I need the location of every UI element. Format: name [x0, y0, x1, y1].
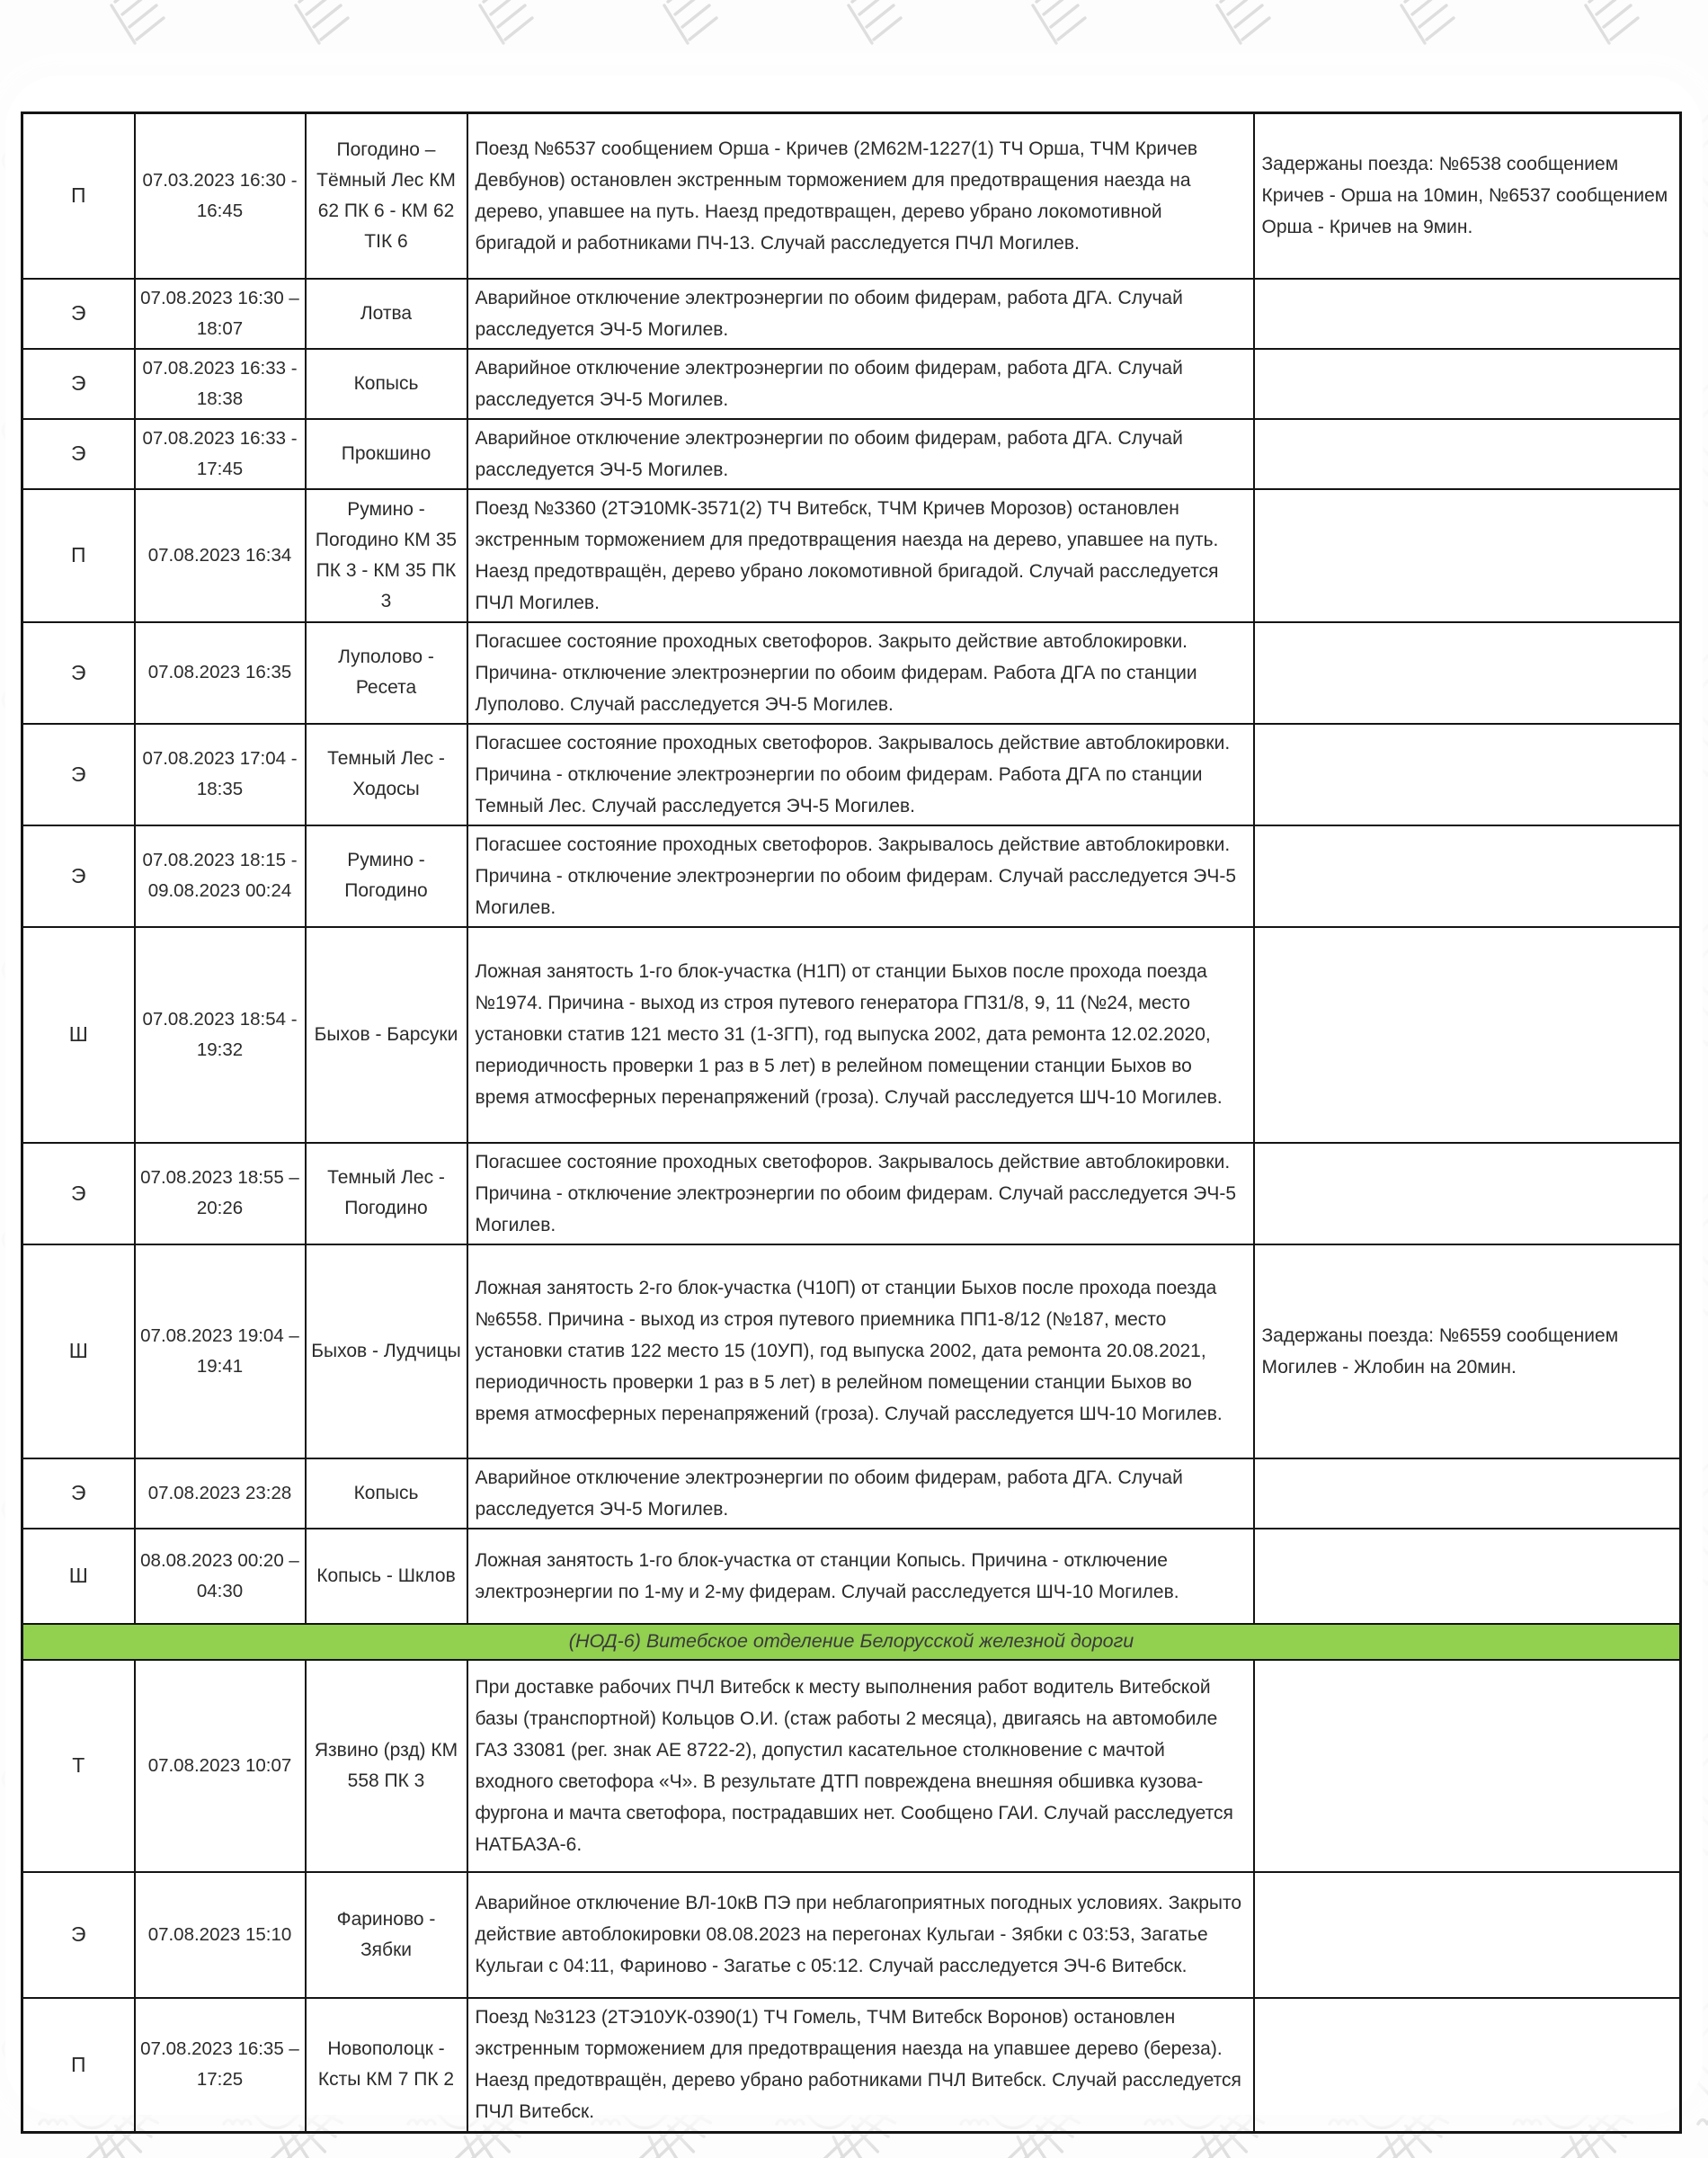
event-note-cell: [1254, 825, 1681, 927]
table-row: [22, 113, 1681, 279]
event-code-cell: Э: [22, 1458, 135, 1529]
event-datetime-cell: 07.08.2023 17:04 - 18:35: [135, 724, 306, 825]
event-code-cell: Т: [22, 1660, 135, 1872]
table-row: [22, 419, 1681, 489]
event-note-cell: Задержаны поезда: №6538 сообщением Кричев - Орша на 10мин, №6537 сообщением Орша - Кричев на 9мин.: [1254, 113, 1681, 279]
event-datetime-cell: 07.08.2023 19:04 – 19:41: [135, 1244, 306, 1458]
table-row: [22, 489, 1681, 622]
event-note-cell: [1254, 1998, 1681, 2133]
event-code-cell: П: [22, 113, 135, 279]
table-row: [22, 927, 1681, 1143]
event-code-cell: Ш: [22, 927, 135, 1143]
event-code-cell: Ш: [22, 1244, 135, 1458]
event-location-cell: Погодино – Тёмный Лес КМ 62 ПК 6 - КМ 62 ТІК 6: [306, 113, 467, 279]
event-description-cell: Поезд №3360 (2ТЭ10МК-3571(2) ТЧ Витебск, ТЧМ Кричев Морозов) остановлен экстренным торможением для предотвращения наезда на дерево, упавшее на путь. Наезд предотвращён, дерево убрано локомотивной бригадой. Случай расследуется ПЧЛ Могилев.: [467, 489, 1254, 622]
event-note-cell: [1254, 419, 1681, 489]
event-note-cell: [1254, 622, 1681, 724]
event-code-cell: П: [22, 489, 135, 622]
table-row: [22, 622, 1681, 724]
event-datetime-cell: 07.08.2023 16:35 – 17:25: [135, 1998, 306, 2133]
table-row: [22, 279, 1681, 349]
event-description-cell: Аварийное отключение ВЛ-10кВ ПЭ при неблагоприятных погодных условиях. Закрыто действие автоблокировки 08.08.2023 на перегонах Кульгаи - Зябки с 03:53, Загатье Кульгаи с 04:11, Фариново - Загатье с 05:12. Случай расследуется ЭЧ-6 Витебск.: [467, 1872, 1254, 1998]
table-row: [22, 1529, 1681, 1624]
event-description-cell: Поезд №3123 (2ТЭ10УК-0390(1) ТЧ Гомель, ТЧМ Витебск Воронов) остановлен экстренным торможением для предотвращения наезда на упавшее дерево (береза). Наезд предотвращён, дерево убрано работниками ПЧЛ Витебск. Случай расследуется ПЧЛ Витебск.: [467, 1998, 1254, 2133]
event-datetime-cell: 07.08.2023 18:54 - 19:32: [135, 927, 306, 1143]
event-code-cell: Э: [22, 825, 135, 927]
event-description-cell: Погасшее состояние проходных светофоров. Закрывалось действие автоблокировки. Причина - отключение электроэнергии по обоим фидерам. Работа ДГА по станции Темный Лес. Случай расследуется ЭЧ-5 Могилев.: [467, 724, 1254, 825]
event-code-cell: Э: [22, 622, 135, 724]
table-row: [22, 825, 1681, 927]
event-location-cell: Копысь - Шклов: [306, 1529, 467, 1624]
event-note-cell: [1254, 1660, 1681, 1872]
event-code-cell: П: [22, 1998, 135, 2133]
event-description-cell: При доставке рабочих ПЧЛ Витебск к месту выполнения работ водитель Витебской базы (транспортной) Кольцов О.И. (стаж работы 2 месяца), двигаясь на автомобиле ГАЗ 33081 (рег. знак АЕ 8722-2), допустил касательное столкновение с мачтой входного светофора «Ч». В результате ДТП повреждена внешняя обшивка кузова-фургона и мачта светофора, пострадавших нет. Сообщено ГАИ. Случай расследуется НАТБАЗА-6.: [467, 1660, 1254, 1872]
table-row: [22, 349, 1681, 419]
table-row: [22, 1244, 1681, 1458]
event-note-cell: [1254, 724, 1681, 825]
event-note-cell: [1254, 489, 1681, 622]
event-description-cell: Ложная занятость 2-го блок-участка (Ч10П) от станции Быхов после прохода поезда №6558. Причина - выход из строя путевого приемника ПП1-8/12 (№187, место установки статив 122 место 15 (10УП), год выпуска 2002, дата ремонта 20.08.2021, периодичность проверки 1 раз в 5 лет) в релейном помещении станции Быхов во время атмосферных перенапряжений (гроза). Случай расследуется ШЧ-10 Могилев.: [467, 1244, 1254, 1458]
event-location-cell: Румино - Погодино КМ 35 ПК 3 - КМ 35 ПК 3: [306, 489, 467, 622]
event-location-cell: Фариново - Зябки: [306, 1872, 467, 1998]
section-header-cell: (НОД-6) Витебское отделение Белорусской железной дороги: [22, 1624, 1681, 1660]
event-datetime-cell: 07.08.2023 16:34: [135, 489, 306, 622]
event-code-cell: Ш: [22, 1529, 135, 1624]
event-description-cell: Погасшее состояние проходных светофоров. Закрывалось действие автоблокировки. Причина - отключение электроэнергии по обоим фидерам. Случай расследуется ЭЧ-5 Могилев.: [467, 1143, 1254, 1244]
event-datetime-cell: 07.08.2023 16:33 - 18:38: [135, 349, 306, 419]
event-description-cell: Погасшее состояние проходных светофоров. Закрыто действие автоблокировки. Причина- отключение электроэнергии по обоим фидерам. Работа ДГА по станции Луполово. Случай расследуется ЭЧ-5 Могилев.: [467, 622, 1254, 724]
table-row: [22, 1458, 1681, 1529]
event-location-cell: Луполово - Ресета: [306, 622, 467, 724]
event-code-cell: Э: [22, 1872, 135, 1998]
event-datetime-cell: 07.08.2023 10:07: [135, 1660, 306, 1872]
table-row: [22, 1143, 1681, 1244]
event-description-cell: Аварийное отключение электроэнергии по обоим фидерам, работа ДГА. Случай расследуется ЭЧ-5 Могилев.: [467, 349, 1254, 419]
table-row: [22, 1998, 1681, 2133]
event-datetime-cell: 07.08.2023 16:33 - 17:45: [135, 419, 306, 489]
event-location-cell: Копысь: [306, 349, 467, 419]
event-location-cell: Темный Лес - Погодино: [306, 1143, 467, 1244]
event-code-cell: Э: [22, 419, 135, 489]
event-description-cell: Аварийное отключение электроэнергии по обоим фидерам, работа ДГА. Случай расследуется ЭЧ-5 Могилев.: [467, 279, 1254, 349]
event-location-cell: Копысь: [306, 1458, 467, 1529]
event-note-cell: [1254, 279, 1681, 349]
event-datetime-cell: 07.08.2023 23:28: [135, 1458, 306, 1529]
event-note-cell: [1254, 1529, 1681, 1624]
event-datetime-cell: 07.08.2023 18:55 – 20:26: [135, 1143, 306, 1244]
event-description-cell: Ложная занятость 1-го блок-участка от станции Копысь. Причина - отключение электроэнергии по 1-му и 2-му фидерам. Случай расследуется ШЧ-10 Могилев.: [467, 1529, 1254, 1624]
table-row: [22, 1660, 1681, 1872]
event-note-cell: [1254, 1872, 1681, 1998]
event-location-cell: Новополоцк - Ксты КМ 7 ПК 2: [306, 1998, 467, 2133]
event-description-cell: Ложная занятость 1-го блок-участка (Н1П) от станции Быхов после прохода поезда №1974. Причина - выход из строя путевого генератора ГП31/8, 9, 11 (№24, место установки статив 121 место 31 (1-3ГП), год выпуска 2002, дата ремонта 12.02.2020, периодичность проверки 1 раз в 5 лет) в релейном помещении станции Быхов во время атмосферных перенапряжений (гроза). Случай расследуется ШЧ-10 Могилев.: [467, 927, 1254, 1143]
event-datetime-cell: 08.08.2023 00:20 – 04:30: [135, 1529, 306, 1624]
event-datetime-cell: 07.08.2023 15:10: [135, 1872, 306, 1998]
event-note-cell: [1254, 1458, 1681, 1529]
event-datetime-cell: 07.08.2023 16:35: [135, 622, 306, 724]
page-card: [5, 76, 1703, 2123]
event-datetime-cell: 07.08.2023 16:30 – 18:07: [135, 279, 306, 349]
event-location-cell: Прокшино: [306, 419, 467, 489]
event-code-cell: Э: [22, 279, 135, 349]
event-location-cell: Язвино (рзд) КМ 558 ПК 3: [306, 1660, 467, 1872]
event-datetime-cell: 07.08.2023 18:15 - 09.08.2023 00:24: [135, 825, 306, 927]
table-row: [22, 724, 1681, 825]
event-note-cell: [1254, 349, 1681, 419]
event-location-cell: Лотва: [306, 279, 467, 349]
event-code-cell: Э: [22, 1143, 135, 1244]
event-note-cell: Задержаны поезда: №6559 сообщением Могилев - Жлобин на 20мин.: [1254, 1244, 1681, 1458]
incident-table: [21, 111, 1682, 2134]
event-code-cell: Э: [22, 349, 135, 419]
event-location-cell: Румино - Погодино: [306, 825, 467, 927]
event-description-cell: Аварийное отключение электроэнергии по обоим фидерам, работа ДГА. Случай расследуется ЭЧ-5 Могилев.: [467, 419, 1254, 489]
event-description-cell: Погасшее состояние проходных светофоров. Закрывалось действие автоблокировки. Причина - отключение электроэнергии по обоим фидерам. Случай расследуется ЭЧ-5 Могилев.: [467, 825, 1254, 927]
event-location-cell: Быхов - Барсуки: [306, 927, 467, 1143]
section-header-row: [22, 1624, 1681, 1660]
event-location-cell: Быхов - Лудчицы: [306, 1244, 467, 1458]
event-code-cell: Э: [22, 724, 135, 825]
event-datetime-cell: 07.03.2023 16:30 - 16:45: [135, 113, 306, 279]
event-description-cell: Аварийное отключение электроэнергии по обоим фидерам, работа ДГА. Случай расследуется ЭЧ-5 Могилев.: [467, 1458, 1254, 1529]
event-location-cell: Темный Лес - Ходосы: [306, 724, 467, 825]
event-description-cell: Поезд №6537 сообщением Орша - Кричев (2М62М-1227(1) ТЧ Орша, ТЧМ Кричев Девбунов) остановлен экстренным торможением для предотвращения наезда на дерево, упавшее на путь. Наезд предотвращен, дерево убрано локомотивной бригадой и работниками ПЧ-13. Случай расследуется ПЧЛ Могилев.: [467, 113, 1254, 279]
event-note-cell: [1254, 1143, 1681, 1244]
event-note-cell: [1254, 927, 1681, 1143]
table-row: [22, 1872, 1681, 1998]
